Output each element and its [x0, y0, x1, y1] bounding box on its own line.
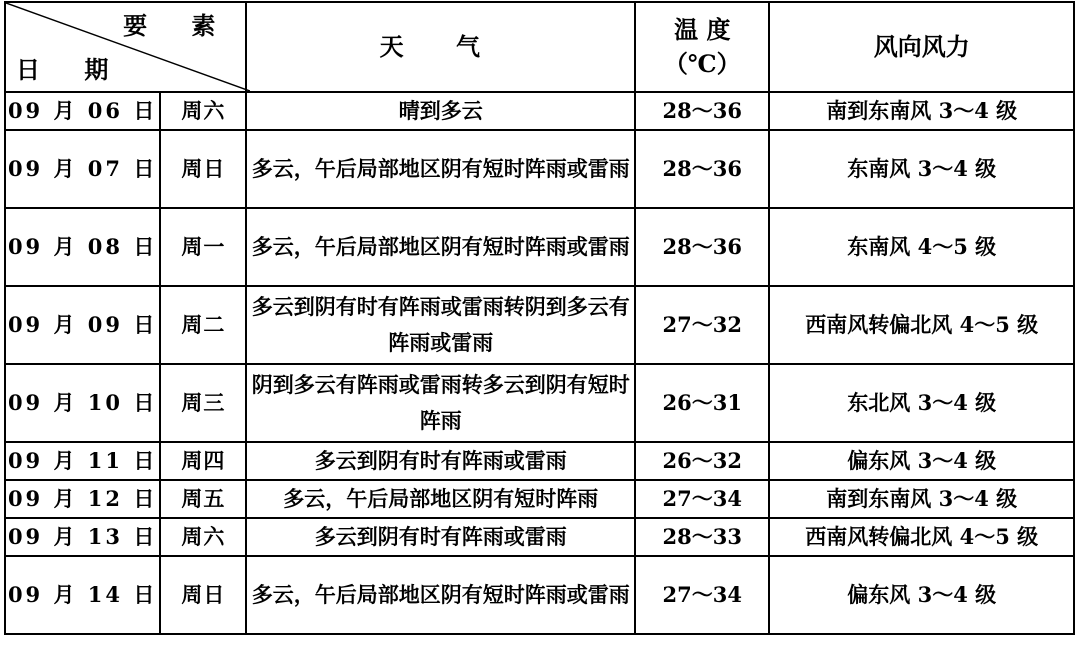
- weekday-cell: 周三: [160, 364, 246, 442]
- weather-cell: 阴到多云有阵雨或雷雨转多云到阴有短时阵雨: [246, 364, 635, 442]
- wind-cell: 西南风转偏北风 4～5 级: [769, 286, 1074, 364]
- date-cell: 09 月 08 日: [5, 208, 160, 286]
- table-row: [5, 92, 1074, 130]
- weekday-cell: 周日: [160, 130, 246, 208]
- wind-cell: 东北风 3～4 级: [769, 364, 1074, 442]
- table-row: [5, 208, 1074, 286]
- wind-cell: 西南风转偏北风 4～5 级: [769, 518, 1074, 556]
- temperature-cell: 26～32: [635, 442, 769, 480]
- weekday-cell: 周日: [160, 556, 246, 634]
- temperature-column-header: [635, 2, 769, 92]
- wind-cell: 偏东风 3～4 级: [769, 442, 1074, 480]
- date-cell: 09 月 12 日: [5, 480, 160, 518]
- table-row: [5, 130, 1074, 208]
- wind-column-header: 风向风力: [769, 2, 1074, 92]
- corner-label-date: 日 期: [16, 55, 127, 84]
- weekday-cell: 周六: [160, 518, 246, 556]
- weather-cell: 晴到多云: [246, 92, 635, 130]
- table-row: [5, 556, 1074, 634]
- weekday-cell: 周一: [160, 208, 246, 286]
- wind-cell: 偏东风 3～4 级: [769, 556, 1074, 634]
- weather-cell: 多云，午后局部地区阴有短时阵雨或雷雨: [246, 208, 635, 286]
- temperature-cell: 27～32: [635, 286, 769, 364]
- table-row: [5, 286, 1074, 364]
- corner-header: [5, 2, 246, 92]
- temperature-cell: 28～36: [635, 208, 769, 286]
- table-row: [5, 518, 1074, 556]
- date-cell: 09 月 07 日: [5, 130, 160, 208]
- date-cell: 09 月 11 日: [5, 442, 160, 480]
- temperature-cell: 26～31: [635, 364, 769, 442]
- date-cell: 09 月 10 日: [5, 364, 160, 442]
- temperature-cell: 28～33: [635, 518, 769, 556]
- header-row: [5, 2, 1074, 92]
- weekday-cell: 周二: [160, 286, 246, 364]
- weather-cell: 多云到阴有时有阵雨或雷雨: [246, 518, 635, 556]
- wind-cell: 南到东南风 3～4 级: [769, 480, 1074, 518]
- date-cell: 09 月 13 日: [5, 518, 160, 556]
- temperature-cell: 27～34: [635, 480, 769, 518]
- temperature-header-line1: 温 度: [674, 15, 731, 44]
- weather-column-header: 天 气: [246, 2, 635, 92]
- weekday-cell: 周四: [160, 442, 246, 480]
- temperature-cell: 28～36: [635, 130, 769, 208]
- weather-cell: 多云到阴有时有阵雨或雷雨: [246, 442, 635, 480]
- weather-cell: 多云到阴有时有阵雨或雷雨转阴到多云有阵雨或雷雨: [246, 286, 635, 364]
- temperature-cell: 28～36: [635, 92, 769, 130]
- corner-label-elements: 要 素: [123, 11, 234, 40]
- weather-cell: 多云，午后局部地区阴有短时阵雨或雷雨: [246, 130, 635, 208]
- weather-cell: 多云，午后局部地区阴有短时阵雨或雷雨: [246, 556, 635, 634]
- temperature-cell: 27～34: [635, 556, 769, 634]
- date-cell: 09 月 09 日: [5, 286, 160, 364]
- table-row: [5, 364, 1074, 442]
- date-cell: 09 月 14 日: [5, 556, 160, 634]
- date-cell: 09 月 06 日: [5, 92, 160, 130]
- table-row: [5, 480, 1074, 518]
- weather-forecast-table: [4, 1, 1075, 635]
- wind-cell: 东南风 3～4 级: [769, 130, 1074, 208]
- wind-cell: 东南风 4～5 级: [769, 208, 1074, 286]
- table-row: [5, 442, 1074, 480]
- weather-cell: 多云，午后局部地区阴有短时阵雨: [246, 480, 635, 518]
- temperature-header-line2: （℃）: [663, 49, 741, 78]
- weekday-cell: 周六: [160, 92, 246, 130]
- weekday-cell: 周五: [160, 480, 246, 518]
- wind-cell: 南到东南风 3～4 级: [769, 92, 1074, 130]
